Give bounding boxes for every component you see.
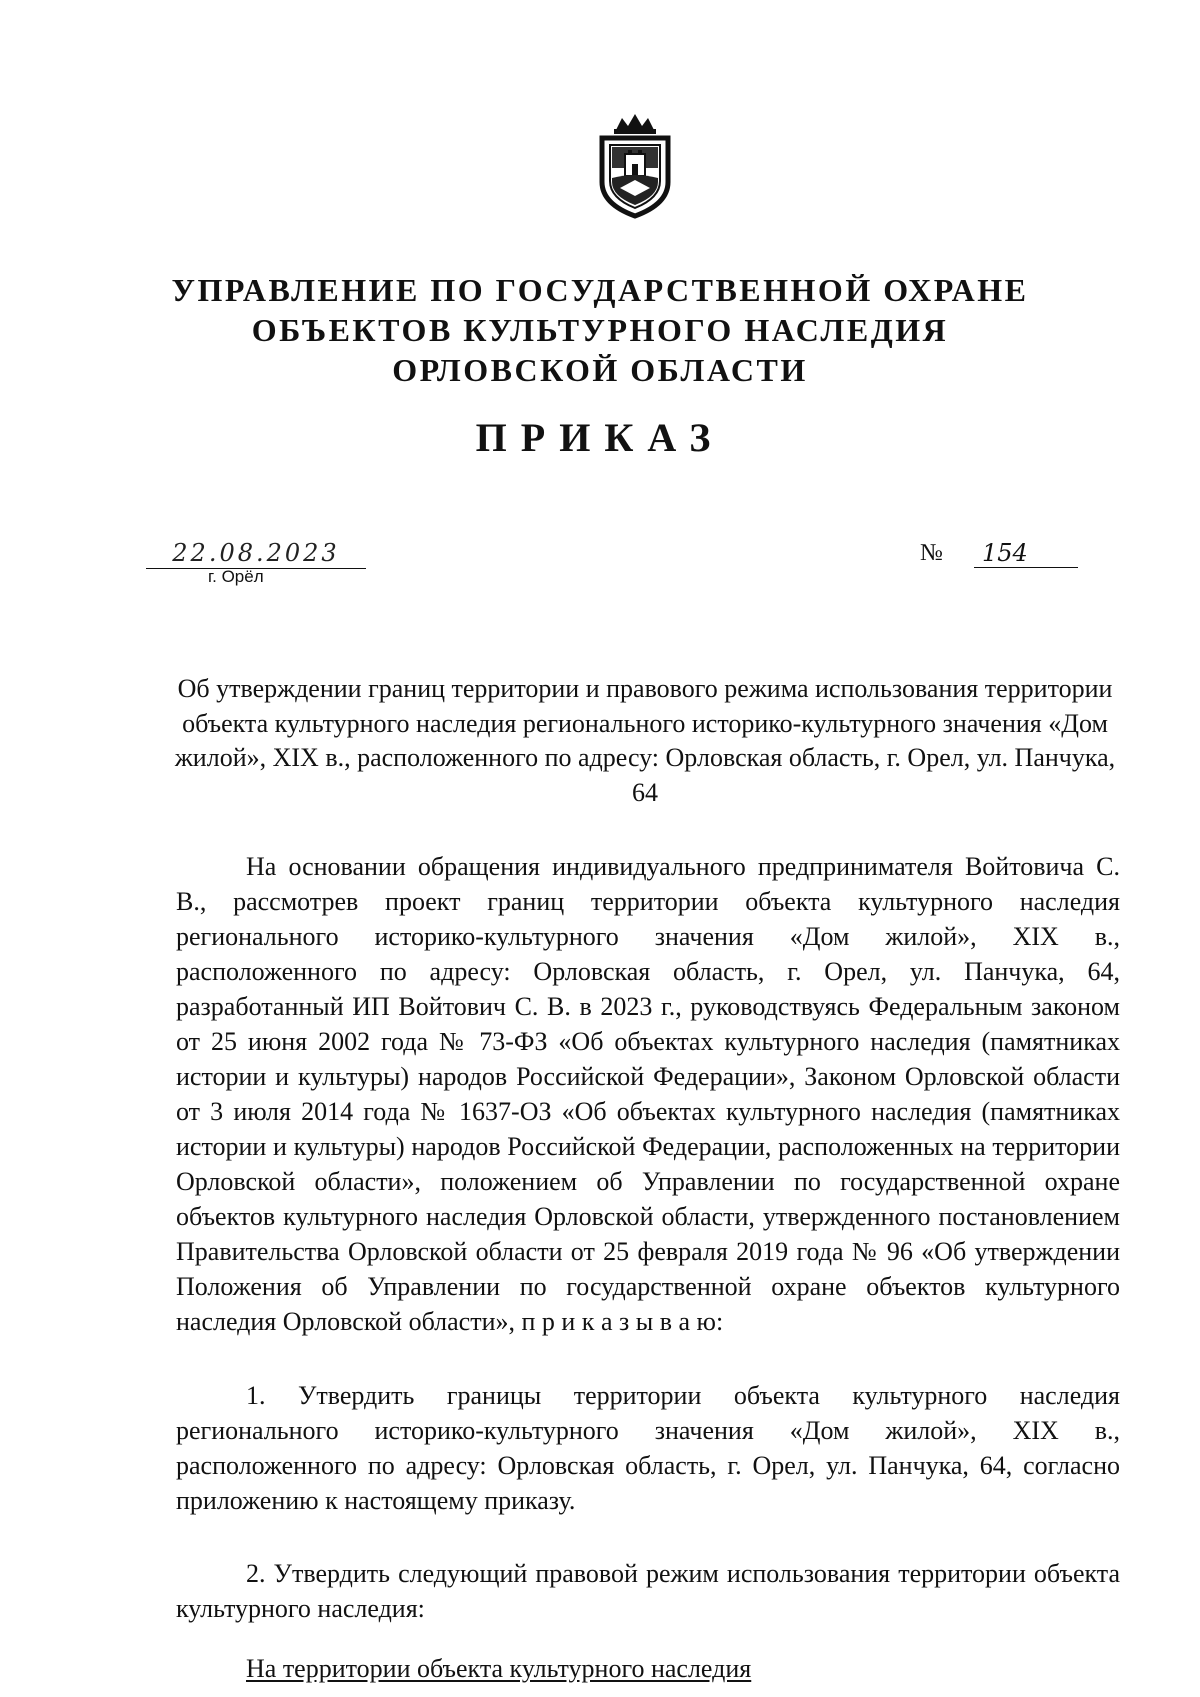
document-date: 22.08.2023 <box>146 538 366 569</box>
coat-of-arms-icon <box>590 112 680 220</box>
order-item-2: 2. Утвердить следующий правовой режим использования территории объекта культурного наследия: <box>176 1559 1120 1623</box>
document-city: г. Орёл <box>208 567 264 586</box>
section-heading: На территории объекта культурного наследия <box>246 1654 752 1683</box>
document-type-title: ПРИКАЗ <box>475 415 725 460</box>
date-block <box>146 538 366 587</box>
organization-line-2: ОБЪЕКТОВ КУЛЬТУРНОГО НАСЛЕДИЯ <box>251 312 949 348</box>
number-label: № <box>920 540 943 566</box>
document-number: 154 <box>974 538 1078 568</box>
organization-name <box>0 270 1200 390</box>
number-block <box>920 538 1090 570</box>
organization-line-3: ОРЛОВСКОЙ ОБЛАСТИ <box>392 352 808 388</box>
document-subject: Об утверждении границ территории и правового режима использования территории объекта культурного наследия регионального историко-культурного значения «Дом жилой», XIX в., расположенного по адресу: Орловская область, г. Орел, ул. Панчука, 64 <box>174 674 1116 807</box>
preamble-paragraph: На основании обращения индивидуального предпринимателя Войтовича С. В., рассмотрев проект границ территории объекта культурного наследия регионального историко-культурного значения «Дом жилой», XIX в., расположенного по адресу: Орловская область, г. Орел, ул. Панчука, 64, разработанный ИП Войтович С. В. в 2023 г., руководствуясь Федеральным законом от 25 июня 2002 года № 73-ФЗ «Об объектах культурного наследия (памятниках истории и культуры) народов Российской Федерации», Законом Орловской области от 3 июля 2014 года № 1637-ОЗ «Об объектах культурного наследия (памятниках истории и культуры) народов Российской Федерации, расположенных на территории Орловской области», положением об Управлении по государственной охране объектов культурного наследия Орловской области, утвержденного постановлением Правительства Орловской области от 25 февраля 2019 года № 96 «Об утверждении Положения об Управлении по государственной охране объектов культурного наследия Орловской области», п р и к а з ы в а ю: <box>176 852 1120 1336</box>
organization-line-1: УПРАВЛЕНИЕ ПО ГОСУДАРСТВЕННОЙ ОХРАНЕ <box>171 272 1029 308</box>
order-item-1: 1. Утвердить границы территории объекта культурного наследия регионального историко-культурного значения «Дом жилой», XIX в., расположенного по адресу: Орловская область, г. Орел, ул. Панчука, 64, согласно приложению к настоящему приказу. <box>176 1381 1120 1515</box>
